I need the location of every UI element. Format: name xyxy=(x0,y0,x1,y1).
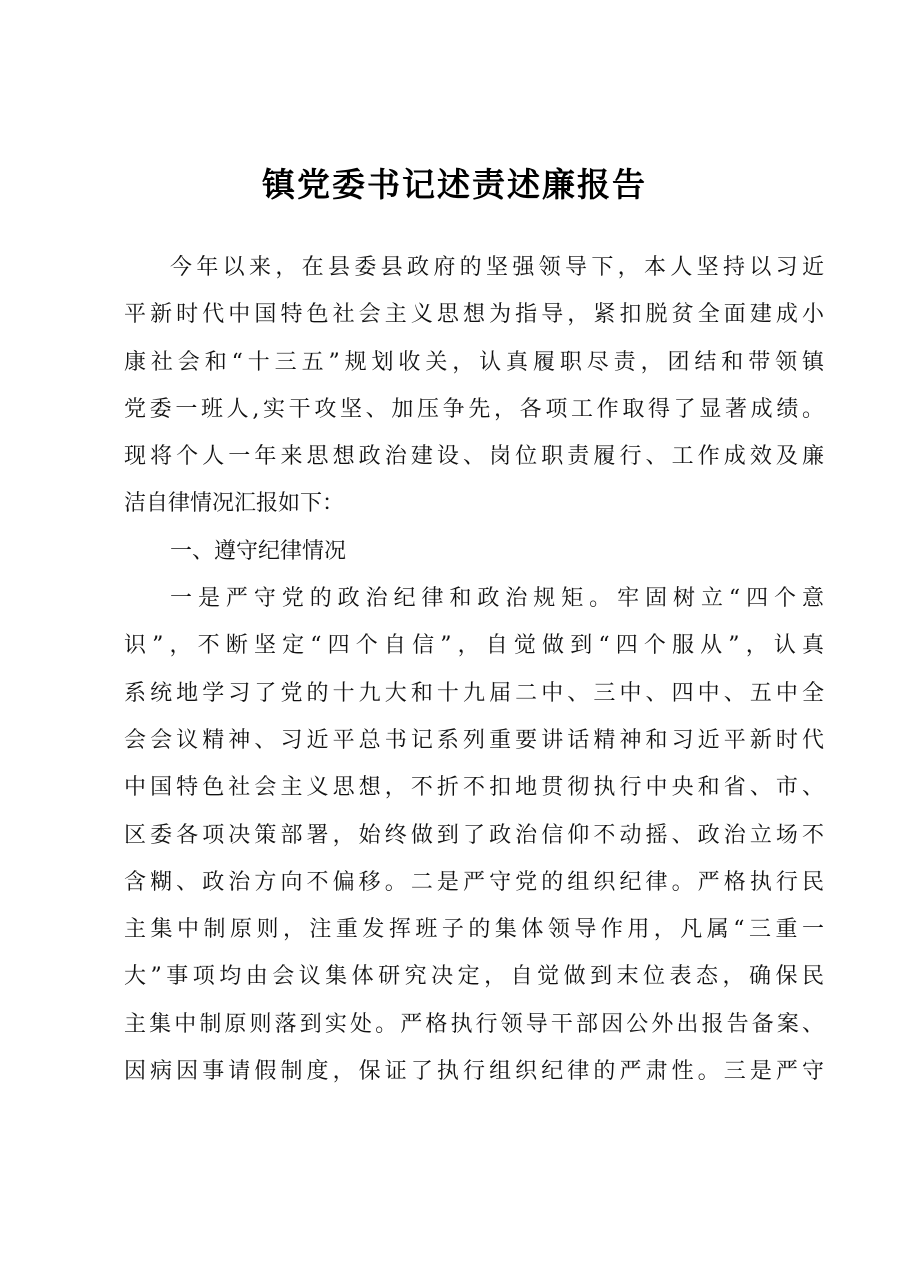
body-line: 一、遵守纪律情况 xyxy=(170,538,347,564)
body-line: 区委各项决策部署，始终做到了政治信仰不动摇、政治立场不 xyxy=(124,822,824,848)
body-line: 平新时代中国特色社会主义思想为指导，紧扣脱贫全面建成小 xyxy=(124,302,824,328)
body-line: 现将个人一年来思想政治建设、岗位职责履行、工作成效及廉 xyxy=(124,444,824,470)
body-line: 识”，不断坚定“四个自信”，自觉做到“四个服从”，认真 xyxy=(124,633,824,659)
body-line: 一是严守党的政治纪律和政治规矩。牢固树立“四个意 xyxy=(170,586,824,612)
body-line: 会会议精神、习近平总书记系列重要讲话精神和习近平新时代 xyxy=(124,727,824,753)
document-body xyxy=(124,244,824,1095)
body-line: 因病因事请假制度，保证了执行组织纪律的严肃性。三是严守 xyxy=(124,1059,824,1085)
body-line: 洁自律情况汇报如下： xyxy=(124,491,345,517)
body-line: 大”事项均由会议集体研究决定，自觉做到末位表态，确保民 xyxy=(124,964,824,990)
body-line: 含糊、政治方向不偏移。二是严守党的组织纪律。严格执行民 xyxy=(124,869,824,895)
body-line: 党委一班人,实干攻坚、加压争先，各项工作取得了显著成绩。 xyxy=(124,396,824,422)
body-line: 康社会和“十三五”规划收关，认真履职尽责，团结和带领镇 xyxy=(124,349,824,375)
body-line: 今年以来，在县委县政府的坚强领导下，本人坚持以习近 xyxy=(170,255,824,280)
body-line: 主集中制原则落到实处。严格执行领导干部因公外出报告备案、 xyxy=(124,1011,824,1037)
body-line: 系统地学习了党的十九大和十九届二中、三中、四中、五中全 xyxy=(124,680,824,706)
body-line: 主集中制原则，注重发挥班子的集体领导作用，凡属“三重一 xyxy=(124,917,824,943)
document-title: 镇党委书记述责述廉报告 xyxy=(262,165,647,204)
body-line: 中国特色社会主义思想，不折不扣地贯彻执行中央和省、市、 xyxy=(124,775,824,801)
